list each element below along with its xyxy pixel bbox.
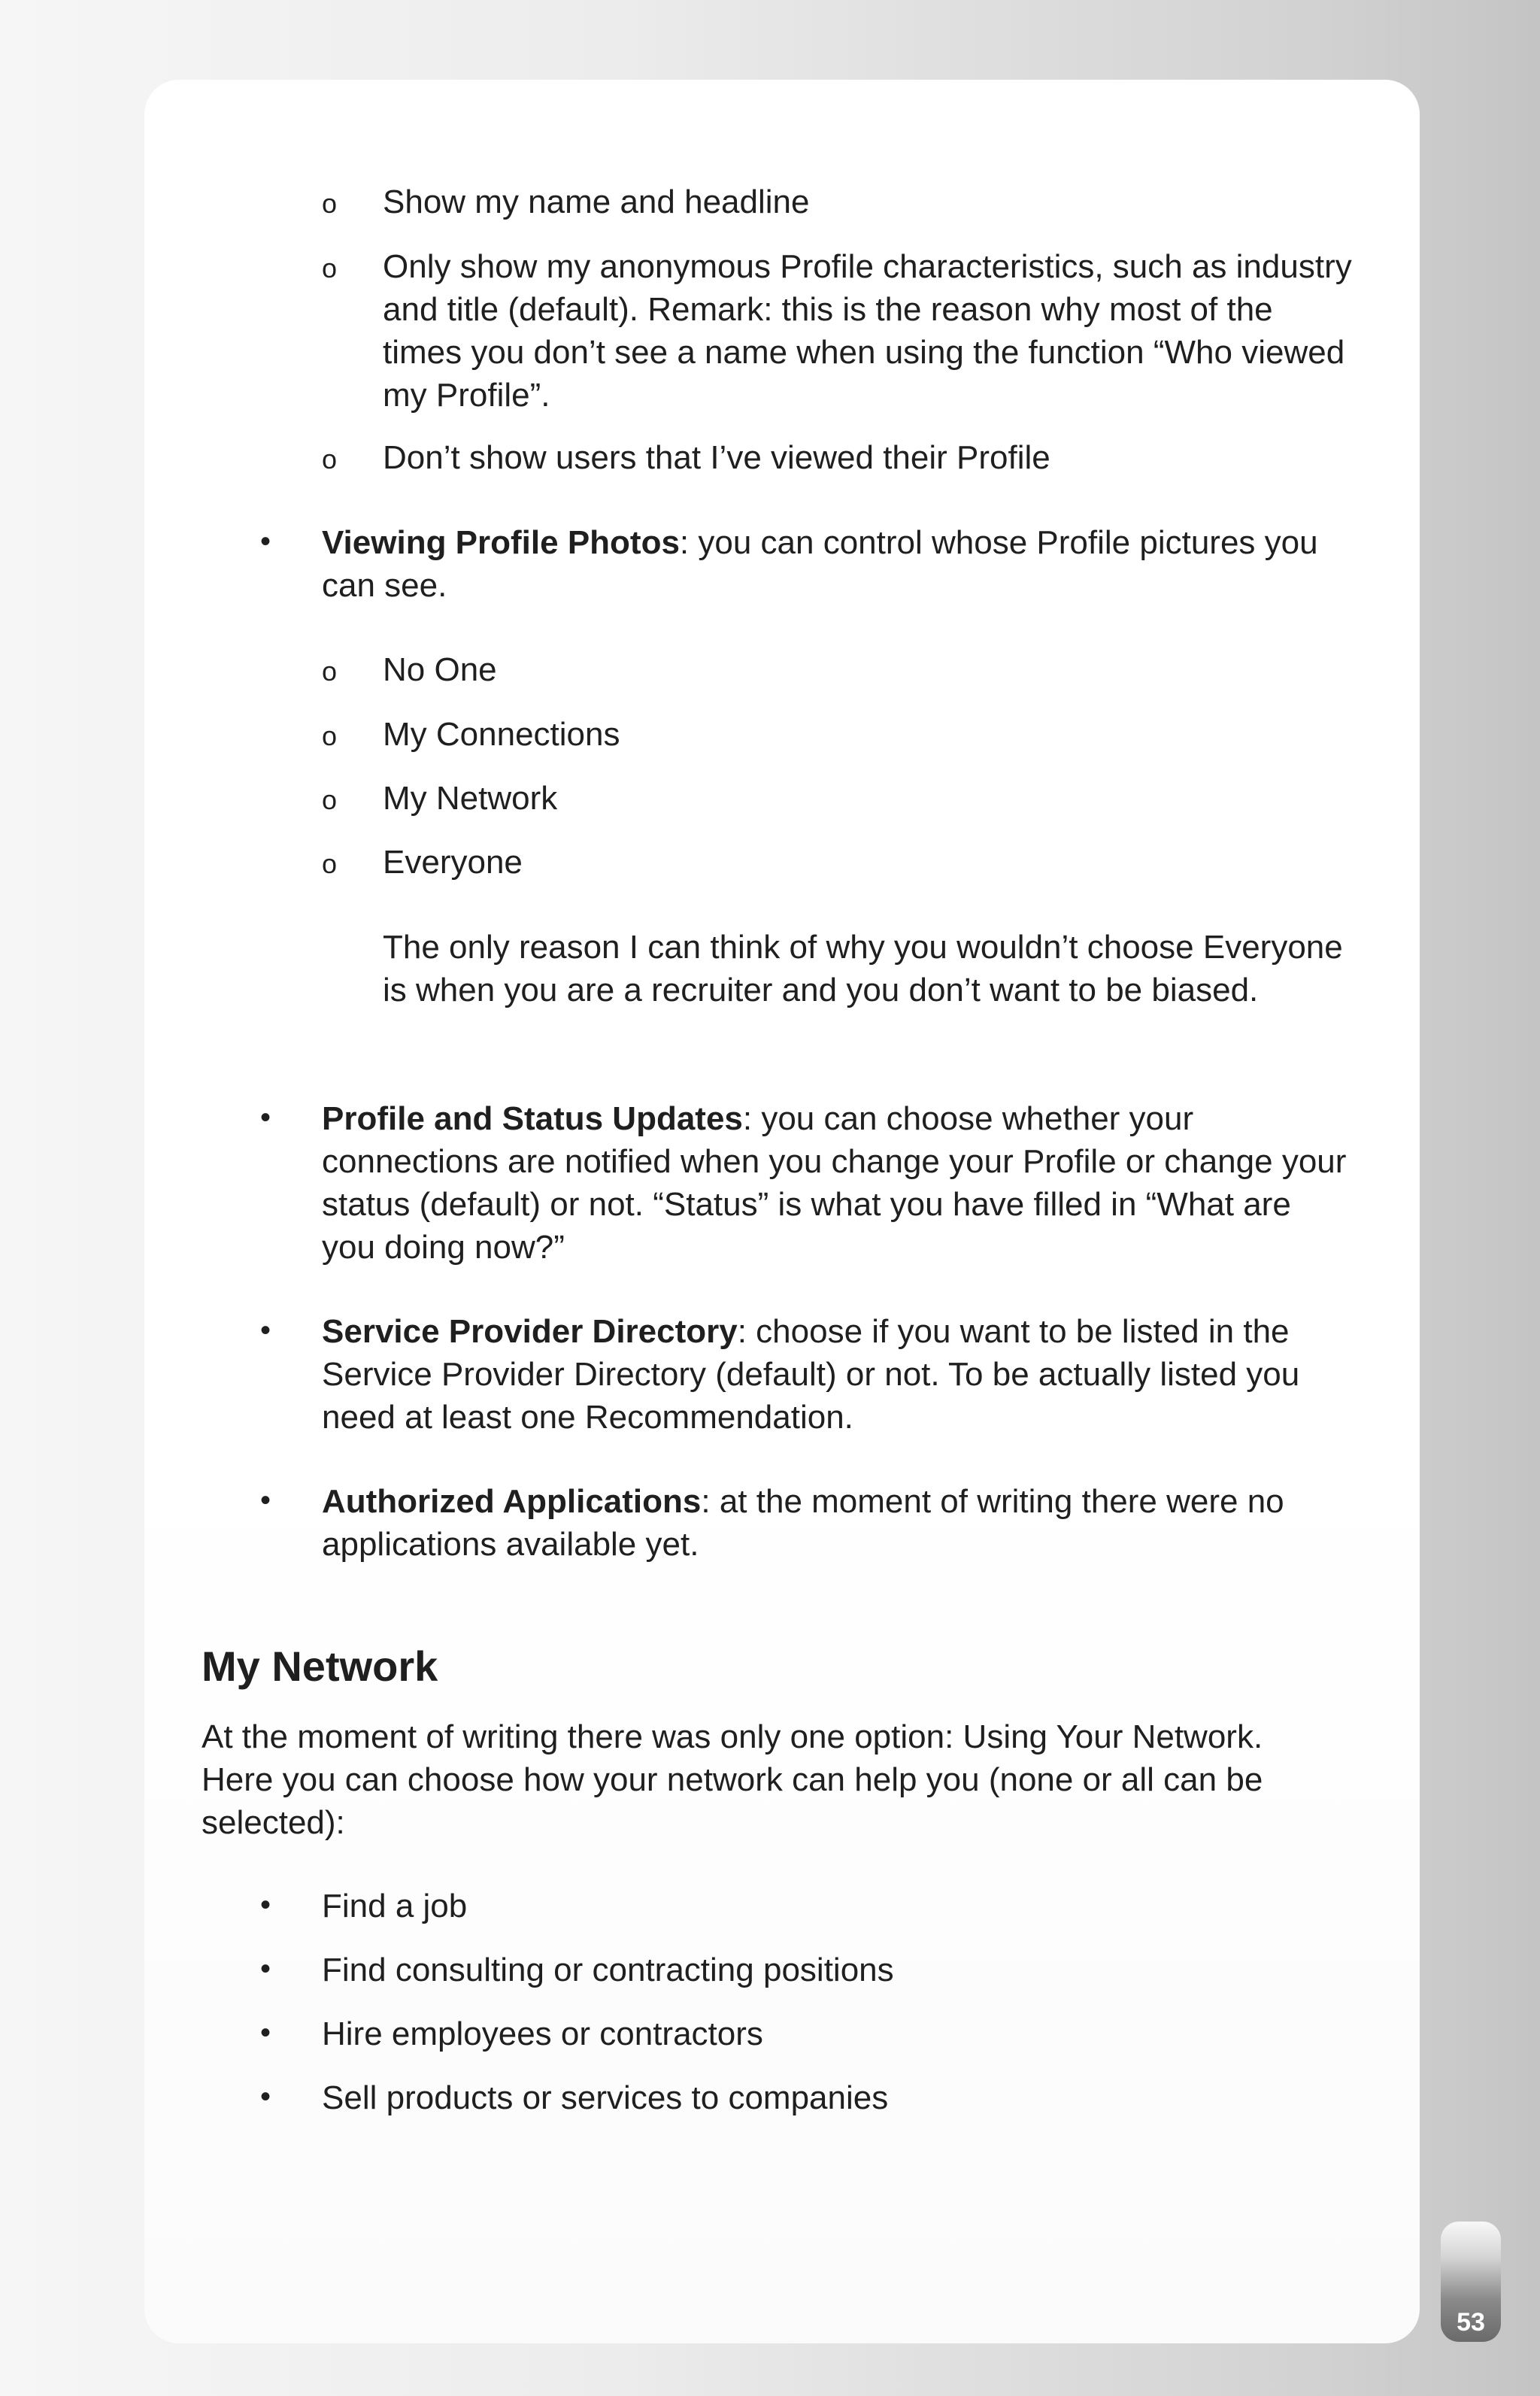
description: : choose if you want to be listed in the Service Provider Directory (default) or not. To be actually listed you need at least one Recommendation. — [322, 1313, 1300, 1436]
network-option: Find a job — [322, 1888, 468, 1924]
profile-view-option: Only show my anonymous Profile characteristics, such as industry and title (default). Remark: this is the reason why most of the times you don’t see a name when using the function “Who viewed my Profile”. — [383, 248, 1352, 414]
bullet-marker: • — [260, 1314, 271, 1347]
network-option: Hire employees or contractors — [322, 2015, 763, 2052]
profile-view-option: Show my name and headline — [383, 183, 810, 220]
bullet-marker: • — [260, 1952, 271, 1985]
sub-bullet-marker: o — [322, 253, 338, 284]
photo-option: Everyone — [383, 844, 523, 881]
viewing-profile-photos-item — [322, 521, 1360, 607]
description: : at the moment of writing there were no applications available yet. — [322, 1483, 1284, 1563]
section-intro: At the moment of writing there was only one option: Using Your Network. Here you can choose how your network can help you (none or all can be selected): — [202, 1718, 1263, 1841]
profile-view-option: Don’t show users that I’ve viewed their Profile — [383, 439, 1050, 476]
term: Service Provider Directory — [322, 1313, 738, 1350]
description: : you can choose whether your connections are notified when you change your Profile or change your status (default) or not. “Status” is what you have filled in “What are you doing now?” — [322, 1100, 1347, 1266]
photo-option: My Connections — [383, 716, 620, 753]
service-provider-directory-item — [322, 1310, 1352, 1439]
sub-bullet-marker: o — [322, 444, 338, 475]
bullet-marker: • — [260, 1484, 271, 1517]
network-option: Find consulting or contracting positions — [322, 1952, 894, 1988]
sub-bullet-marker: o — [322, 188, 338, 219]
bullet-marker: • — [260, 525, 271, 558]
description: : you can control whose Profile pictures you can see. — [322, 524, 1318, 604]
bullet-marker: • — [260, 1888, 271, 1921]
section-heading: My Network — [202, 1642, 438, 1690]
photo-option: No One — [383, 651, 497, 688]
network-option: Sell products or services to companies — [322, 2079, 889, 2116]
page-number: 53 — [1457, 2308, 1485, 2337]
bullet-marker: • — [260, 2016, 271, 2049]
term: Viewing Profile Photos — [322, 524, 680, 561]
sub-bullet-marker: o — [322, 784, 338, 815]
bullet-marker: • — [260, 2080, 271, 2113]
sub-bullet-marker: o — [322, 848, 338, 879]
bullet-marker: • — [260, 1101, 271, 1134]
profile-status-updates-item — [322, 1097, 1352, 1269]
term: Profile and Status Updates — [322, 1100, 743, 1137]
term: Authorized Applications — [322, 1483, 702, 1520]
authorized-applications-item — [322, 1480, 1352, 1566]
sub-bullet-marker: o — [322, 720, 338, 751]
photo-note: The only reason I can think of why you wouldn’t choose Everyone is when you are a recruiter and you don’t want to be biased. — [383, 929, 1343, 1008]
sub-bullet-marker: o — [322, 656, 338, 687]
photo-option: My Network — [383, 780, 558, 817]
